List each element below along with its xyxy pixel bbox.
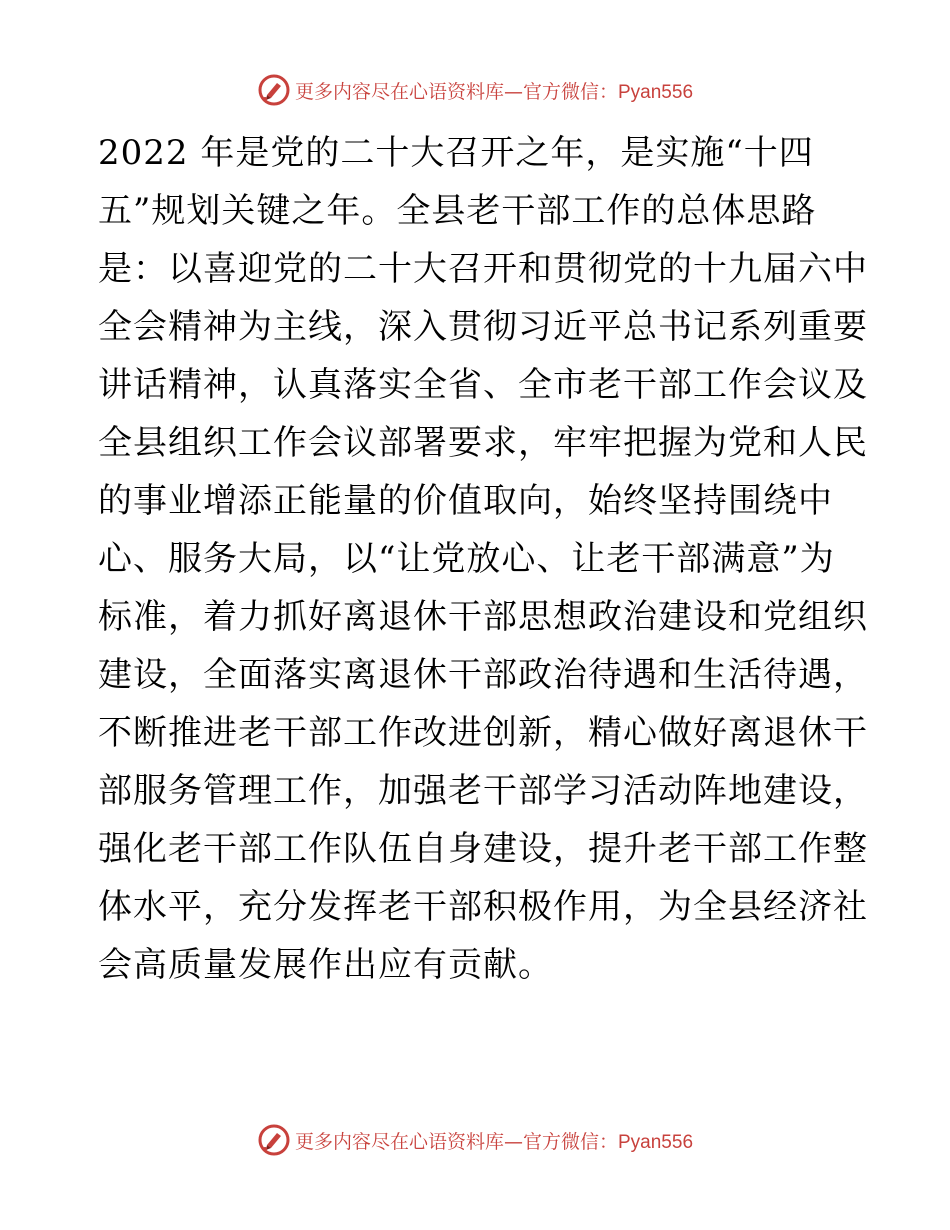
paragraph-line: 2022 年是党的二十大召开之年，是实施“十四 bbox=[98, 133, 814, 173]
paragraph-line: 心、服务大局，以“让党放心、让老干部满意”为 bbox=[98, 539, 835, 579]
footer-watermark bbox=[0, 1120, 950, 1160]
watermark-separator: — bbox=[503, 1130, 523, 1153]
paragraph-line: 不断推进老干部工作改进创新，精心做好离退休干 bbox=[98, 713, 868, 753]
paragraph-line: 部服务管理工作，加强老干部学习活动阵地建设， bbox=[98, 771, 868, 811]
paragraph-line: 体水平，充分发挥老干部积极作用，为全县经济社 bbox=[98, 887, 868, 927]
brand-logo-icon bbox=[257, 73, 291, 107]
header-watermark bbox=[0, 70, 950, 110]
watermark-brand: 更多内容尽在心语资料库 bbox=[294, 1130, 504, 1153]
paragraph-line: 的事业增添正能量的价值取向，始终坚持围绕中 bbox=[98, 481, 833, 521]
paragraph-line: 强化老干部工作队伍自身建设，提升老干部工作整 bbox=[98, 829, 868, 869]
paragraph-line: 全会精神为主线，深入贯彻习近平总书记系列重要 bbox=[98, 307, 868, 347]
watermark-wechat-id: Pyan556 bbox=[618, 1131, 694, 1153]
watermark-brand: 更多内容尽在心语资料库 bbox=[294, 80, 504, 103]
watermark-text bbox=[295, 1127, 693, 1154]
paragraph-line: 是：以喜迎党的二十大召开和贯彻党的十九届六中 bbox=[98, 249, 868, 289]
watermark-wechat-label: 官方微信： bbox=[522, 80, 618, 103]
paragraph-line: 全县组织工作会议部署要求，牢牢把握为党和人民 bbox=[98, 423, 868, 463]
watermark-text bbox=[295, 77, 693, 104]
paragraph-line: 建设，全面落实离退休干部政治待遇和生活待遇， bbox=[98, 655, 868, 695]
watermark-wechat-id: Pyan556 bbox=[618, 81, 694, 103]
watermark-wechat-label: 官方微信： bbox=[522, 1130, 618, 1153]
paragraph-line: 五”规划关键之年。全县老干部工作的总体思路 bbox=[98, 191, 817, 231]
watermark-separator: — bbox=[503, 80, 523, 103]
paragraph-line: 标准，着力抓好离退休干部思想政治建设和党组织 bbox=[98, 597, 868, 637]
paragraph-line: 会高质量发展作出应有贡献。 bbox=[98, 945, 553, 985]
brand-logo-icon bbox=[257, 1123, 291, 1157]
document-body bbox=[98, 124, 868, 994]
paragraph-line: 讲话精神，认真落实全省、全市老干部工作会议及 bbox=[98, 365, 868, 405]
